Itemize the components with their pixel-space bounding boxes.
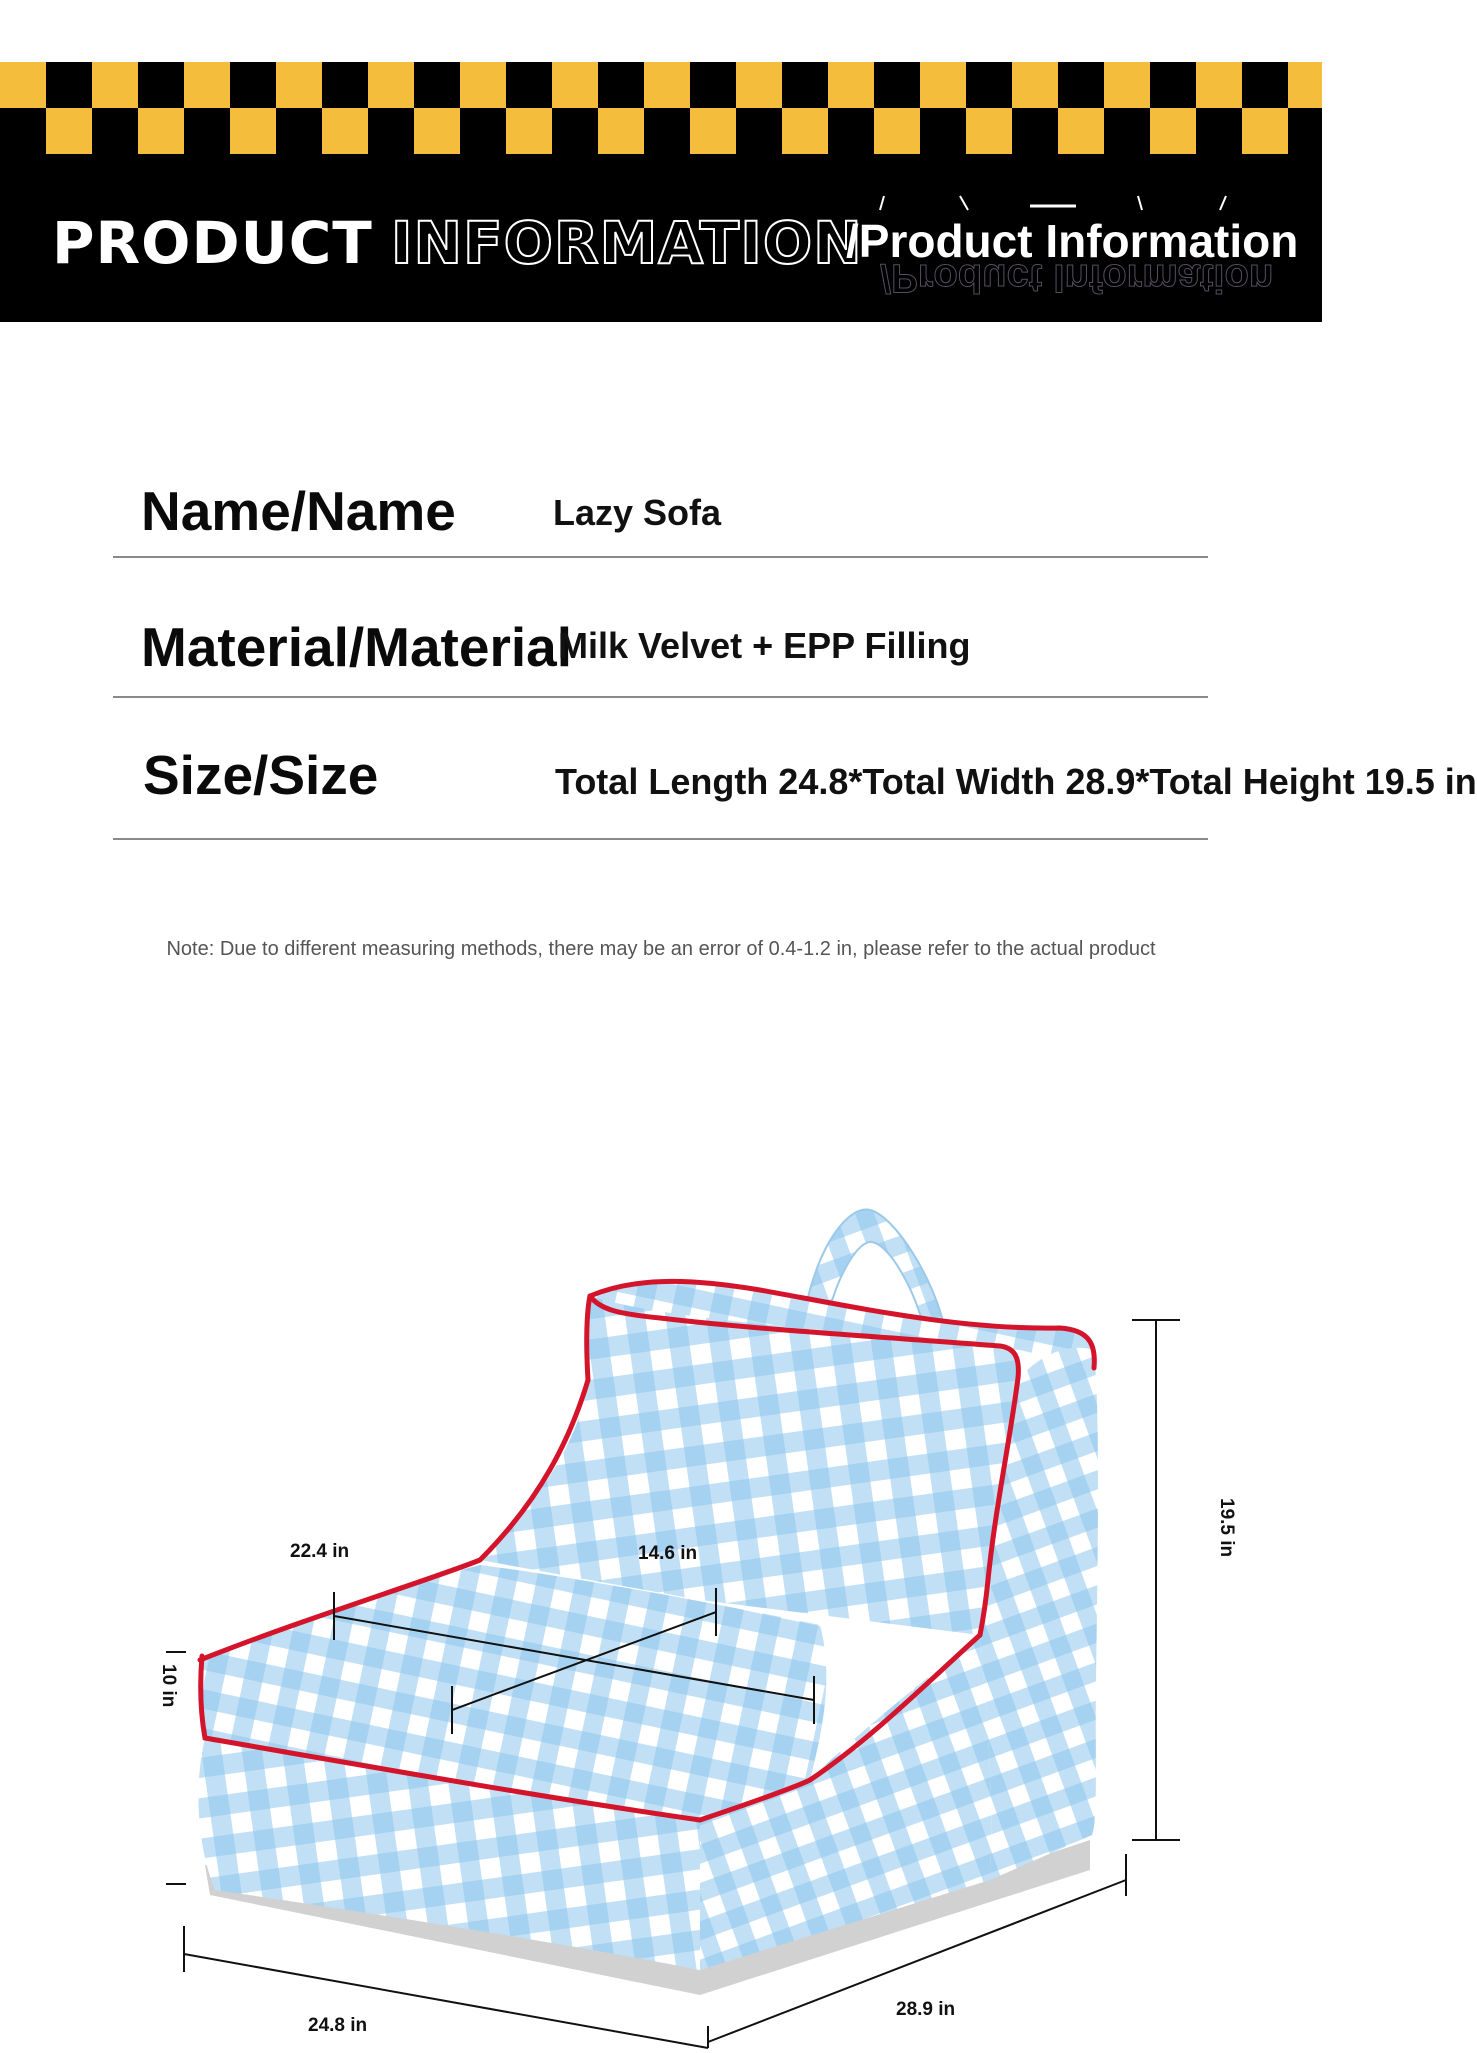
- header-banner: [0, 62, 1322, 322]
- info-row-material: [113, 556, 1208, 698]
- info-label: Name/Name: [141, 480, 456, 542]
- banner-title-outline: INFORMATION: [390, 209, 863, 277]
- lazy-sofa-image: [0, 1180, 1322, 2048]
- seat-depth-label: 22.4 in: [290, 1541, 350, 1562]
- info-label: Size/Size: [143, 744, 379, 806]
- info-value: Lazy Sofa: [553, 492, 722, 533]
- total-height-label: 19.5 in: [1216, 1498, 1237, 1558]
- banner-subtitle: /Product Information: [846, 215, 1299, 267]
- banner-subtitle-reflection: /Product Information: [880, 256, 1274, 300]
- product-illustration: [0, 1180, 1322, 2048]
- total-length-label: 24.8 in: [308, 2015, 368, 2036]
- total-width-label: 28.9 in: [896, 1999, 956, 2020]
- info-row-name: [113, 462, 1208, 558]
- banner-title-solid: PRODUCT: [52, 209, 373, 277]
- seat-height-label: 10 in: [158, 1664, 179, 1708]
- decorative-marks: [880, 194, 1260, 214]
- measurement-note: Note: Due to different measuring methods, there may be an error of 0.4-1.2 in, please refer to the actual product: [166, 938, 1156, 960]
- info-value: Milk Velvet + EPP Filling: [558, 625, 971, 666]
- total-height-dimension: [1132, 1320, 1180, 1840]
- checker-pattern: [0, 62, 1322, 154]
- banner-title: [52, 209, 863, 277]
- info-label: Material/Material: [141, 616, 573, 678]
- info-value: Total Length 24.8*Total Width 28.9*Total Height 19.5 in: [555, 761, 1477, 802]
- info-row-size: [113, 696, 1477, 840]
- seat-width-label: 14.6 in: [638, 1543, 698, 1564]
